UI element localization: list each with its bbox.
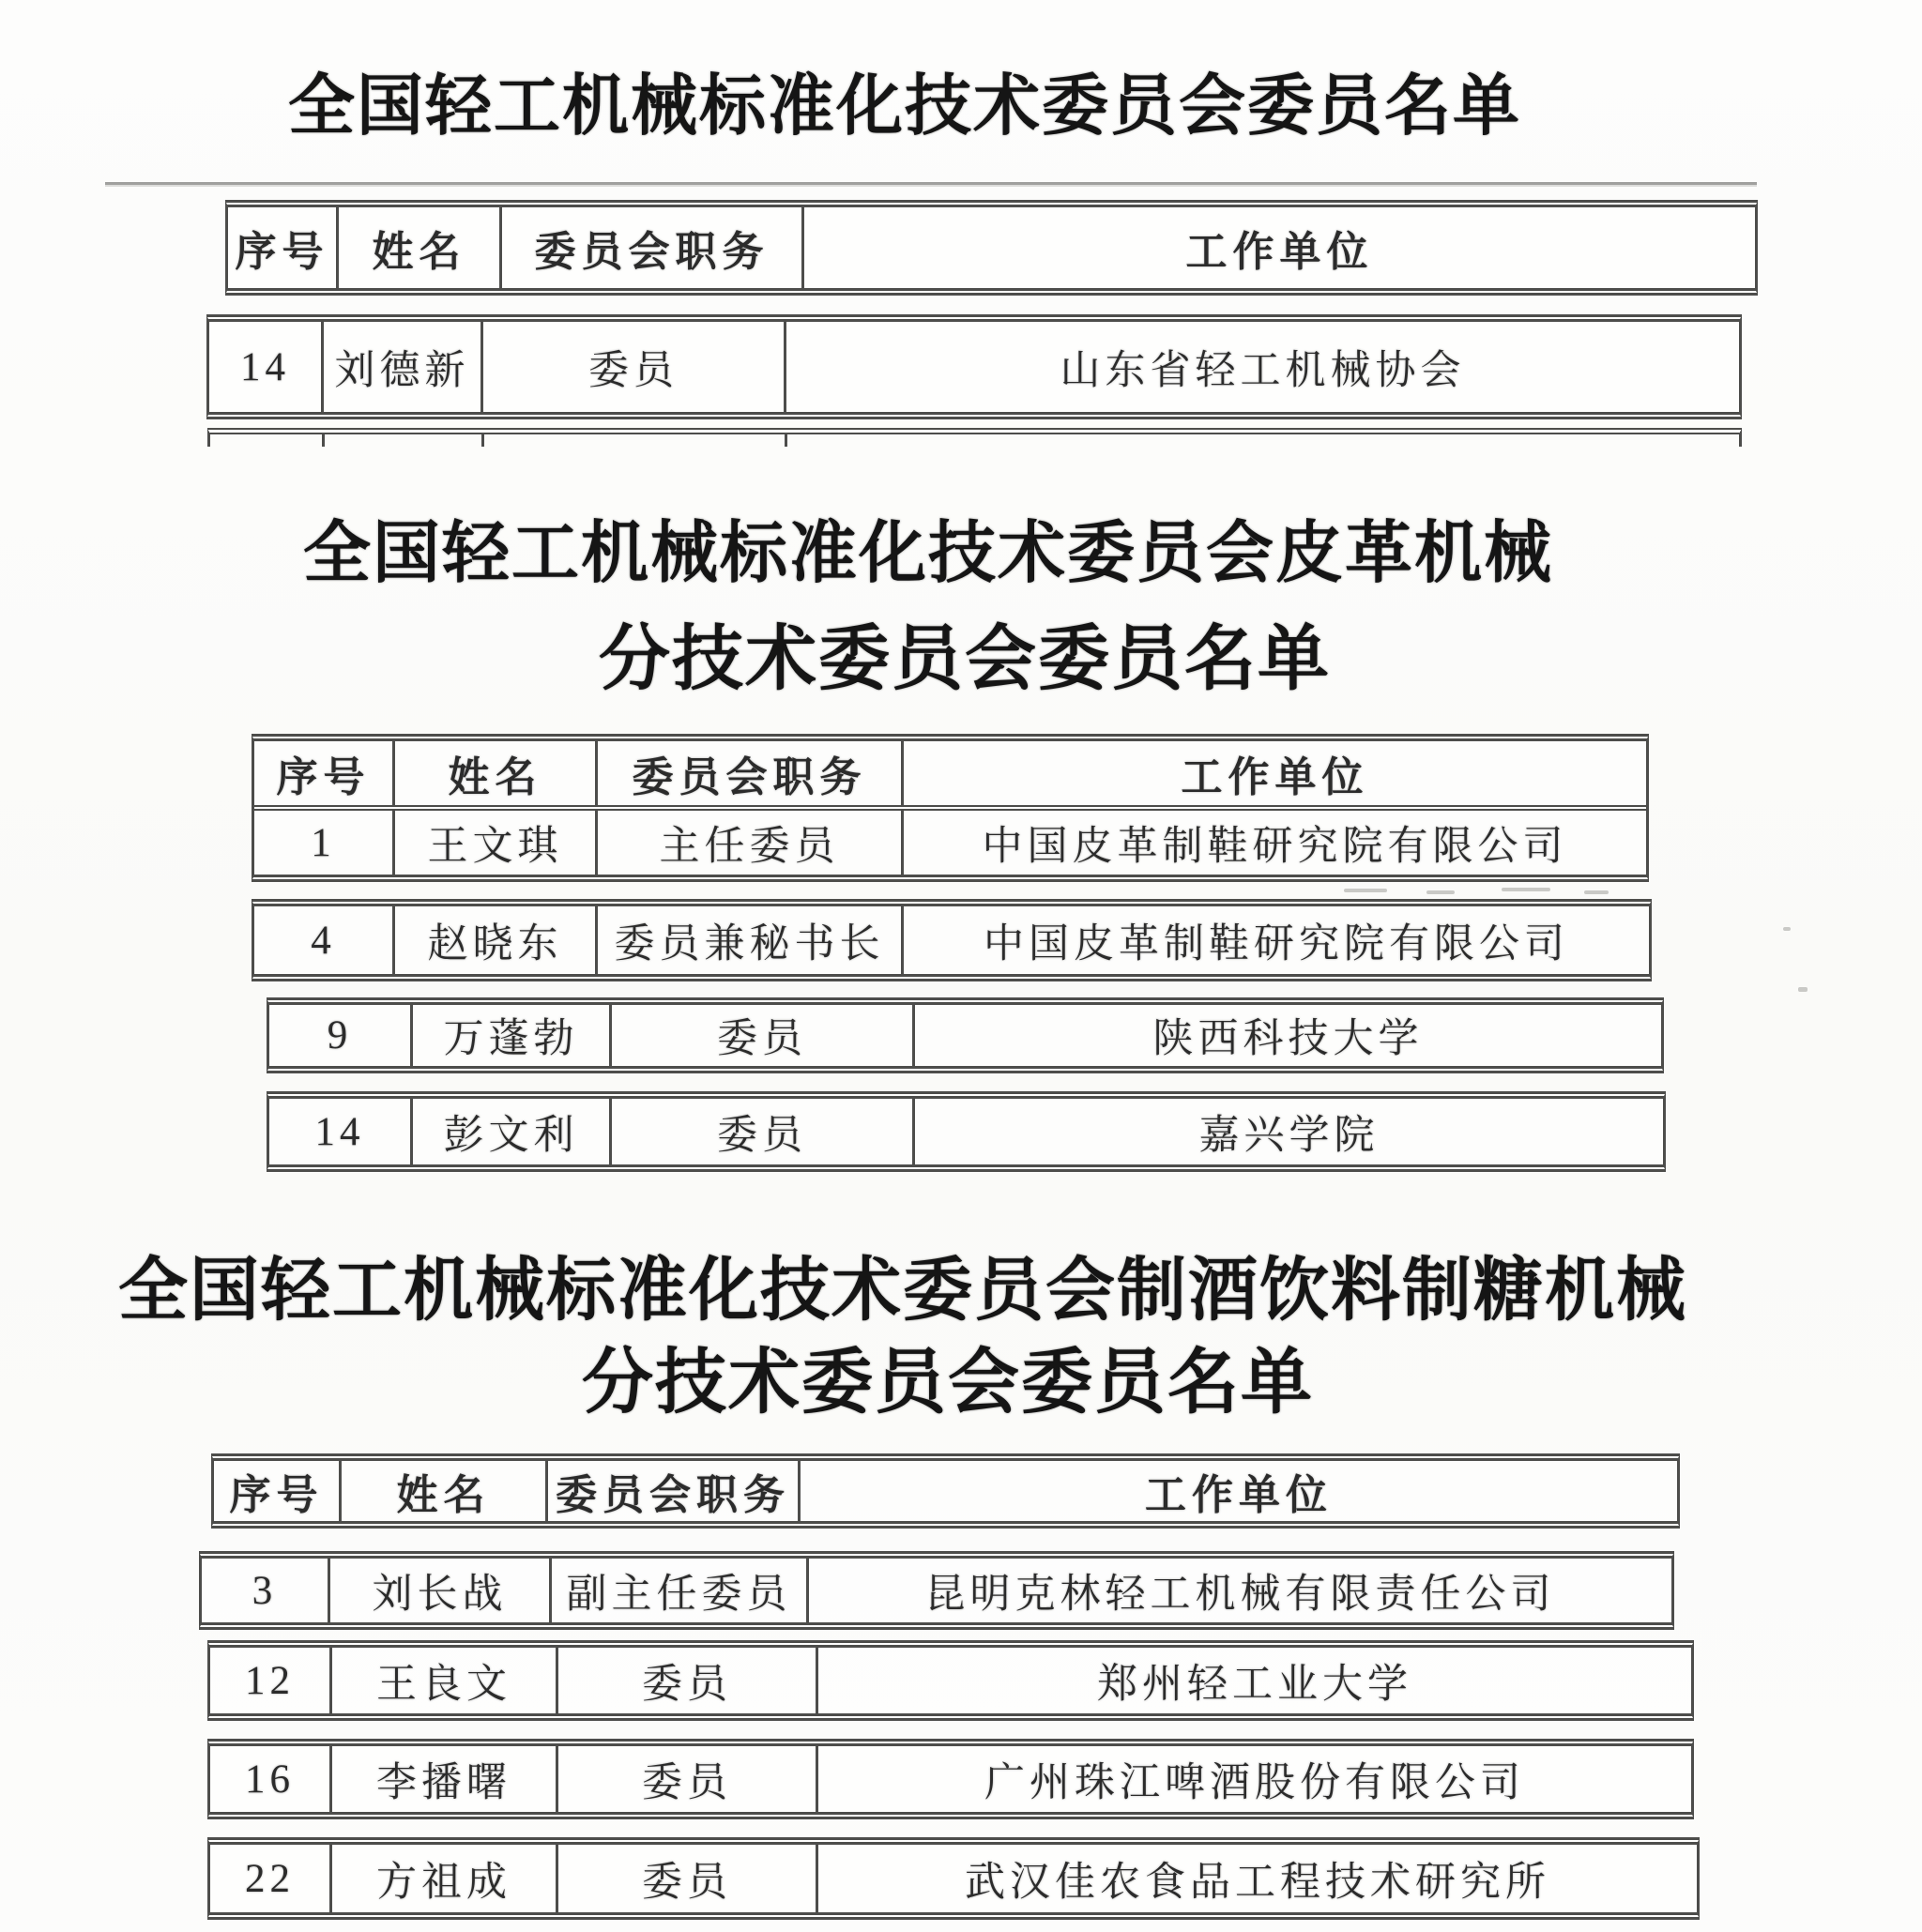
cell-index: 9	[269, 1005, 413, 1066]
cell-org: 郑州轻工业大学	[1097, 1662, 1412, 1707]
col-header-role: 委员会职务	[548, 1461, 801, 1521]
col-header-name: 姓名	[339, 207, 502, 288]
table1-header-row	[225, 200, 1758, 296]
cell-org: 昆明克林轻工机械有限责任公司	[924, 1572, 1556, 1617]
cell-role: 委员	[612, 1099, 915, 1164]
col-header-name: 姓名	[395, 741, 598, 805]
cell-role: 委员	[483, 322, 786, 412]
col-header-index: 序号	[228, 207, 339, 288]
cell-name: 李播曙	[332, 1746, 558, 1812]
divider-stub	[210, 434, 325, 447]
cell-org: 陕西科技大学	[1152, 1017, 1424, 1061]
section2-title-line1: 全国轻工机械标准化技术委员会皮革机械	[302, 516, 1553, 591]
col-header-org: 工作单位	[1185, 229, 1374, 275]
cell-org: 山东省轻工机械协会	[1060, 348, 1466, 393]
cell-role: 主任委员	[598, 811, 904, 875]
scan-artifact	[1426, 890, 1455, 894]
cell-org: 嘉兴学院	[1198, 1113, 1380, 1158]
table1-row	[206, 314, 1742, 419]
scan-artifact	[1584, 890, 1609, 894]
table2-header-and-first-row	[252, 734, 1649, 882]
cell-index: 3	[202, 1559, 330, 1622]
divider-stub	[484, 434, 787, 447]
col-header-org: 工作单位	[1145, 1472, 1333, 1518]
cell-name: 王良文	[332, 1648, 558, 1713]
cell-role: 委员	[558, 1845, 818, 1912]
title-underline	[105, 182, 1757, 185]
cell-org: 中国皮革制鞋研究院有限公司	[984, 921, 1569, 966]
table2-row	[252, 899, 1652, 981]
table2-row	[267, 997, 1664, 1073]
cell-name: 刘长战	[330, 1559, 552, 1622]
section3-title-line2: 分技术委员会委员名单	[582, 1343, 1314, 1422]
scan-artifact	[1783, 927, 1791, 931]
table3-row	[207, 1640, 1694, 1721]
cell-org: 武汉佳农食品工程技术研究所	[965, 1860, 1550, 1905]
cell-name: 赵晓东	[395, 906, 598, 974]
cell-name: 彭文利	[413, 1099, 612, 1164]
cell-role: 委员	[558, 1746, 818, 1812]
table3-header-row	[211, 1453, 1680, 1529]
cell-name: 刘德新	[324, 322, 483, 412]
cell-index: 16	[210, 1746, 332, 1812]
scan-artifact	[1502, 888, 1550, 891]
cell-index: 14	[269, 1099, 413, 1164]
cell-role: 委员	[558, 1648, 818, 1713]
table3-row	[199, 1551, 1674, 1630]
cell-index: 1	[254, 811, 395, 875]
cell-index: 12	[210, 1648, 332, 1713]
scan-artifact	[1344, 889, 1387, 892]
section2-title-line2: 分技术委员会委员名单	[599, 619, 1331, 699]
col-header-name: 姓名	[342, 1461, 548, 1521]
col-header-role: 委员会职务	[598, 741, 904, 805]
cropped-row-edge	[207, 428, 1742, 447]
cell-index: 22	[210, 1845, 332, 1912]
cell-role: 委员	[612, 1005, 915, 1066]
cell-role: 委员兼秘书长	[598, 906, 904, 974]
table2-row	[254, 811, 1646, 875]
table2-row	[267, 1091, 1666, 1172]
cell-index: 4	[254, 906, 395, 974]
cell-index: 14	[209, 322, 324, 412]
cell-role: 副主任委员	[552, 1559, 809, 1622]
section3-title-line1: 全国轻工机械标准化技术委员会制酒饮料制糖机械	[118, 1251, 1687, 1329]
col-header-role: 委员会职务	[502, 207, 804, 288]
table3-row	[207, 1739, 1694, 1819]
table3-row	[207, 1837, 1700, 1920]
cell-name: 万蓬勃	[413, 1005, 612, 1066]
col-header-org: 工作单位	[1181, 754, 1369, 800]
section1-title: 全国轻工机械标准化技术委员会委员名单	[287, 69, 1521, 144]
cell-org: 中国皮革制鞋研究院有限公司	[982, 824, 1568, 869]
col-header-index: 序号	[214, 1461, 342, 1521]
table2-header-row	[254, 741, 1646, 811]
cell-name: 王文琪	[395, 811, 598, 875]
divider-stub	[325, 434, 484, 447]
cell-name: 方祖成	[332, 1845, 558, 1912]
cell-org: 广州珠江啤酒股份有限公司	[984, 1760, 1525, 1805]
col-header-index: 序号	[254, 741, 395, 805]
scan-artifact	[1798, 987, 1808, 992]
